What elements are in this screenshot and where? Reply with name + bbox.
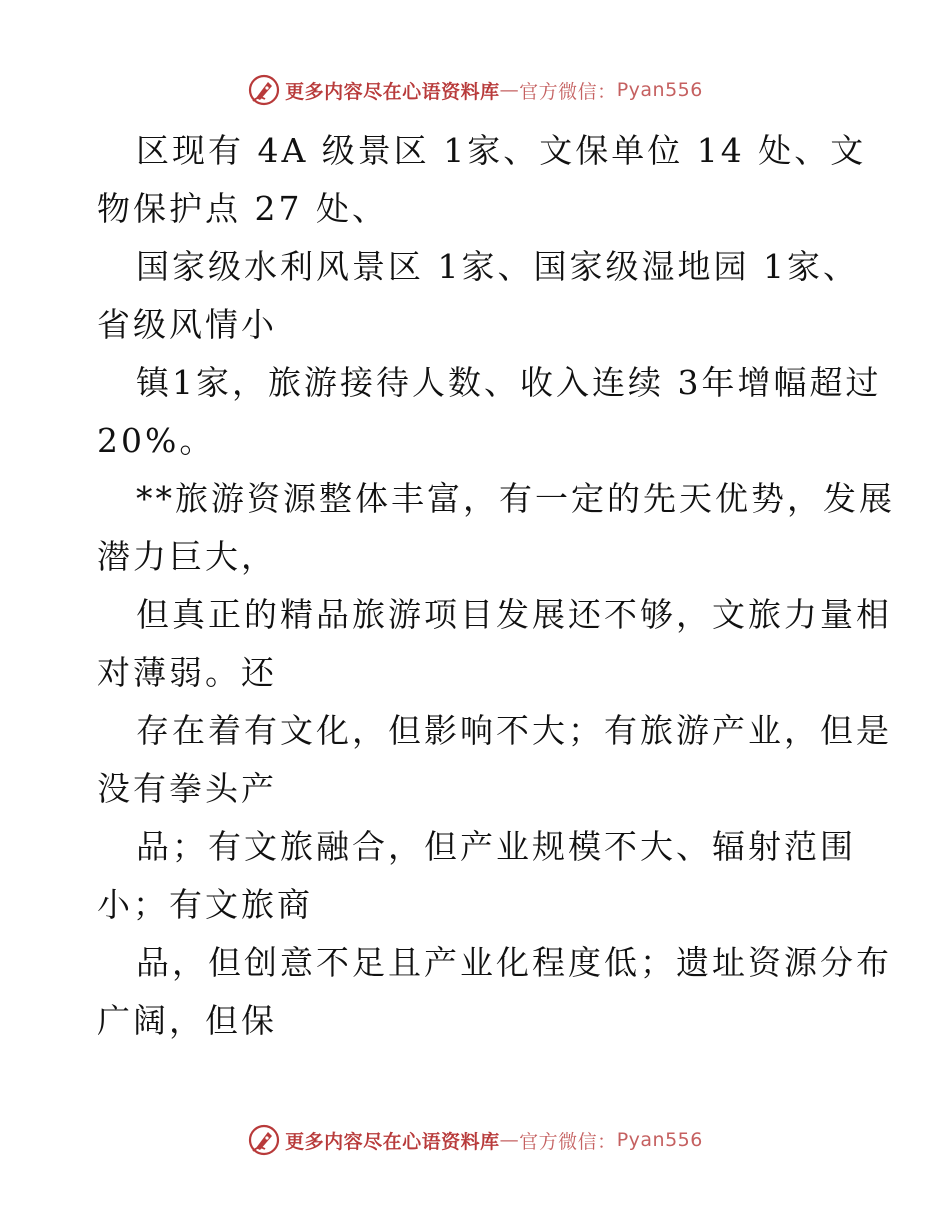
paragraph xyxy=(0,470,950,586)
watermark-title: 更多内容尽在心语资料库 xyxy=(285,80,500,103)
paragraph-continuation-line: 小；有文旅商 xyxy=(97,885,313,924)
paragraph-first-line: **旅游资源整体丰富，有一定的先天优势，发展 xyxy=(136,479,895,518)
document-body xyxy=(0,122,950,1050)
paragraph-continuation-line: 省级风情小 xyxy=(97,305,277,344)
paragraph-first-line: 区现有 4A 级景区 1家、文保单位 14 处、文 xyxy=(136,131,867,170)
paragraph-first-line: 但真正的精品旅游项目发展还不够，文旅力量相 xyxy=(136,595,892,634)
paragraph-continuation-line: 对薄弱。还 xyxy=(97,653,277,692)
paragraph-first-line: 品；有文旅融合，但产业规模不大、辐射范围 xyxy=(136,827,856,866)
paragraph-continuation-line: 20%。 xyxy=(97,421,216,460)
paragraph-continuation-line: 广阔，但保 xyxy=(97,1001,277,1040)
paragraph xyxy=(0,354,950,470)
paragraph xyxy=(0,122,950,238)
watermark-footer xyxy=(0,1120,950,1160)
watermark-label: 官方微信： xyxy=(519,1130,617,1153)
paragraph-first-line: 品，但创意不足且产业化程度低；遗址资源分布 xyxy=(136,943,892,982)
watermark-separator: — xyxy=(499,79,520,101)
paragraph-continuation-line: 没有拳头产 xyxy=(97,769,277,808)
pen-nib-logo-icon xyxy=(247,1123,281,1157)
paragraph xyxy=(0,586,950,702)
paragraph-continuation-line: 物保护点 27 处、 xyxy=(97,189,388,228)
paragraph-first-line: 存在着有文化，但影响不大；有旅游产业，但是 xyxy=(136,711,892,750)
watermark-header xyxy=(0,70,950,110)
paragraph xyxy=(0,818,950,934)
paragraph-first-line: 国家级水利风景区 1家、国家级湿地园 1家、 xyxy=(136,247,859,286)
paragraph-continuation-line: 潜力巨大， xyxy=(97,537,277,576)
watermark-label: 官方微信： xyxy=(519,80,617,103)
paragraph-first-line: 镇1家，旅游接待人数、收入连续 3年增幅超过 xyxy=(136,363,882,402)
watermark-wechat-id: Pyan556 xyxy=(616,79,703,101)
watermark-separator: — xyxy=(499,1129,520,1151)
paragraph xyxy=(0,238,950,354)
paragraph xyxy=(0,934,950,1050)
paragraph xyxy=(0,702,950,818)
watermark-title: 更多内容尽在心语资料库 xyxy=(285,1130,500,1153)
watermark-wechat-id: Pyan556 xyxy=(616,1129,703,1151)
pen-nib-logo-icon xyxy=(247,73,281,107)
